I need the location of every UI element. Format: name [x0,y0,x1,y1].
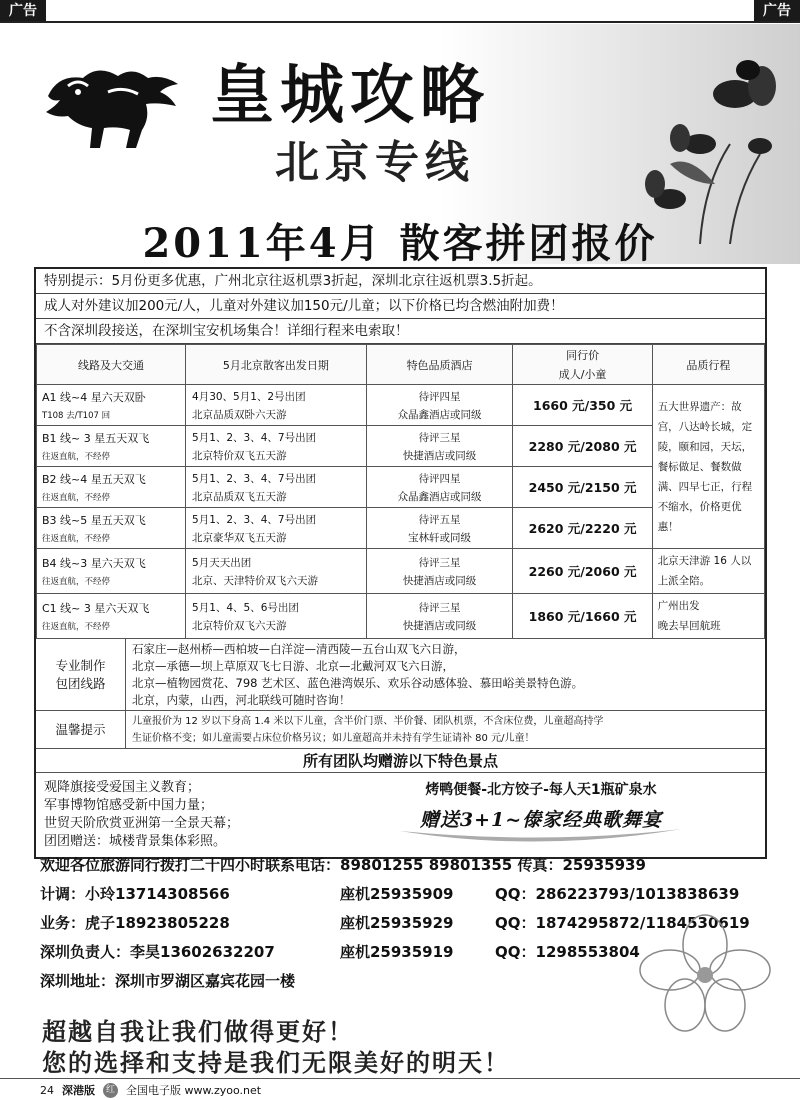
contact-landline: 座机25935909 [340,885,454,903]
departure-dates: 5月1、2、3、4、7号出团 [192,472,317,485]
hotel-rating: 待评四星 [418,390,461,403]
page-footer [40,1082,261,1098]
label-line: 专业制作 [55,657,106,673]
tour-name: 北京特价双飞六天游 [192,619,287,632]
list-item: 北京，内蒙，山西，河北联线可随时咨询！ [132,693,351,707]
footer-rule [0,1078,800,1079]
price-cell: 2450 元/2150 元 [513,467,652,508]
contact-address: 深圳地址：深圳市罗湖区嘉宾花园一楼 [40,972,296,990]
slogan-line: 您的选择和支持是我们无限美好的明天！ [42,1049,510,1077]
table-row [37,549,765,594]
tips-label: 温馨提示 [36,711,126,748]
hotel-name: 宝林轩或同级 [408,531,472,544]
price-header-bottom: 成人/小童 [558,368,607,381]
route-name: C1 线~ 3 星六天双飞 [42,602,150,615]
route-name: A1 线~4 星六天双卧 [42,391,146,404]
tips-text [126,711,765,748]
tour-name: 北京品质双卧六天游 [192,408,287,421]
departure-dates: 5月1、2、3、4、7号出团 [192,513,317,526]
route-transport: 往返直航，不经停 [42,452,111,462]
list-item: 石家庄—赵州桥—西柏坡—白洋淀—清西陵—五台山双飞六日游， [132,642,466,656]
hotel-name: 众晶鑫酒店或同级 [397,490,482,503]
bonus-section [36,773,765,857]
qilin-logo-icon [38,56,188,156]
feature-line: 广州出发 [657,600,700,612]
notice-line: 成人对外建议加200元/人，儿童对外建议加150元/儿童；以下价格已均含燃油附加费！ [36,294,765,319]
table-row [37,385,765,426]
bonus-banner-line: 烤鸭便餐-北方饺子-每人天1瓶矿泉水 [425,782,657,798]
contact-landline: 座机25935929 [340,914,454,932]
route-name: B2 线~4 星五天双飞 [42,473,146,486]
departure-dates: 5月天天出团 [192,556,252,569]
notice-line: 特别提示：5月份更多优惠，广州北京往返机票3折起，深圳北京往返机票3.5折起。 [36,269,765,294]
price-cell: 1660 元/350 元 [513,385,652,426]
tour-name: 北京品质双飞五天游 [192,490,287,503]
hotel-rating: 待评三星 [418,431,461,444]
price-header-top: 同行价 [566,349,600,362]
price-cell: 2260 元/2060 元 [513,549,652,594]
site-url: 全国电子版 www.zyoo.net [126,1084,262,1097]
contact-welcome: 欢迎各位旅游同行拨打二十四小时联系电话：89801255 89801355 传真：25935939 [40,856,646,874]
contact-person: 计调：小玲13714308566 [40,885,230,903]
route-transport: 往返直航，不经停 [42,493,111,503]
tour-name: 北京豪华双飞五天游 [192,531,287,544]
edition-badge-icon: 红 [103,1083,118,1098]
contact-qq: QQ：286223793/1013838639 [495,885,740,903]
label-line: 包团线路 [55,675,106,691]
custom-tours-label [36,639,126,710]
departure-dates: 4月30、5月1、2号出团 [192,390,306,403]
list-item: 世贸天阶欣赏亚洲第一全景天幕； [44,816,240,831]
table-header-row [37,345,765,385]
route-price-table [36,344,765,639]
price-cell: 2620 元/2220 元 [513,508,652,549]
list-item: 军事博物馆感受新中国力量； [44,798,214,813]
hotel-name: 快捷酒店或同级 [402,574,477,587]
list-item: 北京—植物园赏花、798 艺术区、蓝色港湾娱乐、欢乐谷动感体验、慕田峪美景特色游。 [132,676,584,690]
bonus-banner [376,779,706,832]
header-banner [0,24,800,267]
slogan-line: 超越自我让我们做得更好！ [42,1018,354,1046]
tour-name: 北京、天津特价双飞六天游 [192,574,319,587]
contact-qq: QQ：1298553804 [495,943,640,961]
page-number: 24 [40,1083,54,1097]
column-header: 线路及大交通 [37,345,186,385]
contact-person: 深圳负责人：李昊13602632207 [40,943,275,961]
column-header: 5月北京散客出发日期 [186,345,367,385]
departure-dates: 5月1、4、5、6号出团 [192,601,299,614]
hotel-rating: 待评三星 [418,601,461,614]
tip-line: 儿童报价为 12 岁以下身高 1.4 米以下儿童，含半价门票、半价餐、团队机票，不含床位费，儿童超高持学 [132,716,604,727]
route-name: B1 线~ 3 星五天双飞 [42,432,150,445]
bonus-list [44,779,239,851]
column-header: 品质行程 [652,345,764,385]
top-rule [0,21,800,23]
table-row [37,594,765,639]
contact-qq: QQ：1874295872/1184530619 [495,914,750,932]
feature-cell [652,594,764,639]
contact-person: 业务：虎子18923805228 [40,914,230,932]
feature-line: 晚去早回航班 [657,620,721,632]
route-transport: 往返直航，不经停 [42,622,111,632]
route-transport: 往返直航，不经停 [42,534,111,544]
route-name: B3 线~5 星五天双飞 [42,514,146,527]
tour-name: 北京特价双飞五天游 [192,449,287,462]
brush-swoosh-icon [396,823,686,849]
custom-tours-list [126,639,765,710]
list-item: 团团赠送：城楼背景集体彩照。 [44,834,227,849]
feature-cell: 五大世界遗产：故宫，八达岭长城，定陵，颐和园，天坛，餐标做足、餐数做满、四早七正，行程不缩水，价格更优惠！ [652,385,764,549]
brand-subtitle: 北京专线 [275,137,475,188]
edition-name: 深港版 [62,1084,95,1097]
bonus-banner-line: 赠送3+1~傣家经典歌舞宴 [419,809,663,831]
brand-title: 皇城攻略 [210,58,490,133]
route-transport: 往返直航，不经停 [42,577,111,587]
hotel-rating: 待评三星 [418,556,461,569]
flower-sketch-illustration [630,905,780,1045]
price-cell: 2280 元/2080 元 [513,426,652,467]
bonus-title: 所有团队均赠游以下特色景点 [36,749,765,773]
hotel-name: 快捷酒店或同级 [402,449,477,462]
hotel-rating: 待评四星 [418,472,461,485]
hotel-name: 快捷酒店或同级 [402,619,477,632]
headline: 2011年4月 散客拼团报价 [142,220,658,267]
departure-dates: 5月1、2、3、4、7号出团 [192,431,317,444]
hotel-rating: 待评五星 [418,513,461,526]
route-transport: T108 去/T107 回 [42,411,111,421]
notice-line: 不含深圳段接送，在深圳宝安机场集合！详细行程来电索取！ [36,319,765,344]
list-item: 观降旗接受爱国主义教育； [44,780,201,795]
tips-section [36,711,765,749]
list-item: 北京—承德—坝上草原双飞七日游、北京—北戴河双飞六日游， [132,659,454,673]
price-board [34,267,767,859]
tip-line: 生证价格不变；如儿童需要占床位价格另议；如儿童超高并未持有学生证请补 80 元/儿童！ [132,733,535,744]
contact-landline: 座机25935919 [340,943,454,961]
column-header [513,345,652,385]
column-header: 特色品质酒店 [366,345,513,385]
ad-tag-right: 广告 [754,0,800,22]
route-name: B4 线~3 星六天双飞 [42,557,146,570]
price-cell: 1860 元/1660 元 [513,594,652,639]
custom-tours-section [36,639,765,711]
ad-tag-left: 广告 [0,0,46,22]
feature-cell: 北京天津游 16 人以上派全陪。 [652,549,764,594]
hotel-name: 众晶鑫酒店或同级 [397,408,482,421]
